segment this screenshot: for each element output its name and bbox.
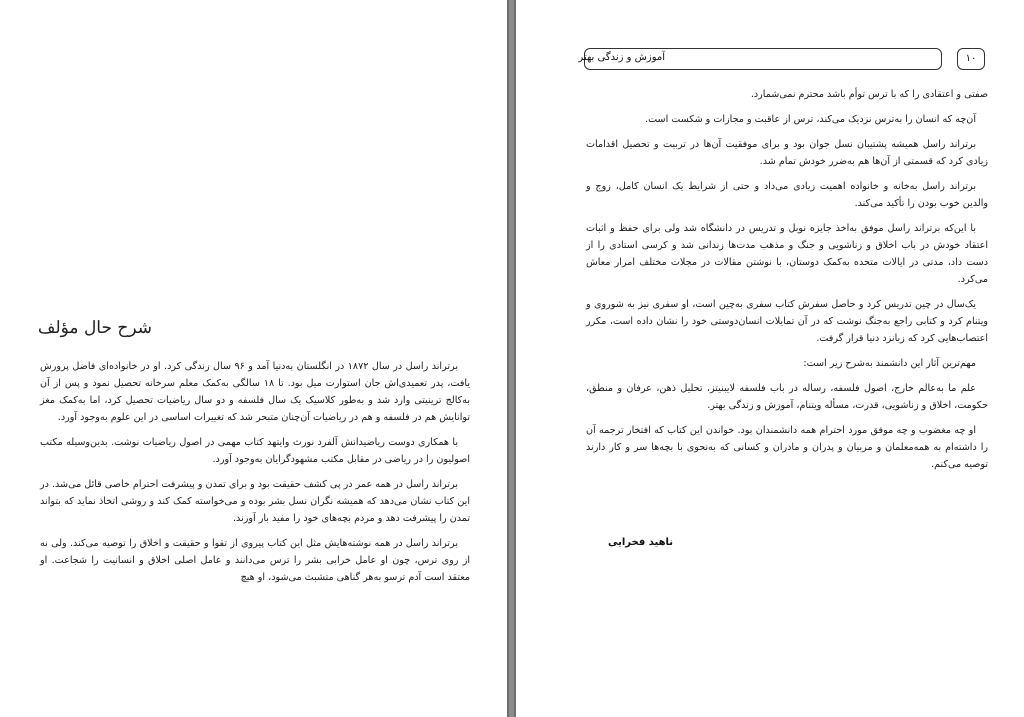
paragraph: او چه مغضوب و چه موفق مورد احترام همه دانشمندان بود. خواندن این کتاب که افتخار ترجمه آن را داشته‌ام به همه‌معلمان و مربیان و پدران و مادران و کسانی که به‌نحوی با بچه‌ها سر و کار دارند توصیه می‌کنم. — [586, 425, 988, 470]
running-header-box — [578, 48, 942, 70]
paragraph: یک‌سال در چین تدریس کرد و حاصل سفرش کتاب سفری به‌چین است، او سفری نیز به شوروی و ویتنام کرد و کتابی راجع به‌جنگ نوشت که در آن تمایلات انسان‌دوستی خود را نشان داده است، مکرر اعتصاب‌هایی کرد که زبانزد دنیا قرار گرفت. — [586, 299, 988, 344]
paragraph: با این‌که برتراند راسل موفق به‌اخذ جایزه نوبل و تدریس در دانشگاه شد ولی برای حفظ و اثبات اعتقاد خودش در باب اخلاق و زناشویی و جنگ و مذهب مدت‌ها زندانی شد و کرسی استادی را از دست داد، مدتی در ایالات متحده به‌کمک دوستان، با نوشتن مقالات در مجلات مختلف امرار معاش می‌کرد. — [586, 223, 988, 285]
left-page-body — [40, 358, 470, 594]
paragraph: برتراند راسل در همه عمر در پی کشف حقیقت بود و برای تمدن و پیشرفت احترام خاصی قائل می‌شد. در این کتاب نشان می‌دهد که همیشه نگران نسل بشر بوده و می‌خواسته کمک کند و روشی اتخاذ نماید که بتواند تمدن را پیشرفت دهد و مردم بچه‌های خود را مفید بار آورند. — [40, 479, 470, 524]
translator-signature: ناهید فخرایی — [608, 537, 674, 548]
paragraph: آن‌چه که انسان را به‌ترس نزدیک می‌کند، ترس از عاقبت و مجازات و شکست است. — [645, 114, 976, 125]
left-page — [0, 0, 507, 717]
right-page-body — [586, 86, 988, 481]
paragraph: صفتی و اعتقادی را که با ترس توأم باشد محترم نمی‌شمارد. — [750, 89, 988, 100]
paragraph: با همکاری دوست ریاضیدانش آلفرد نورث وایتهد کتاب مهمی در اصول ریاضیات نوشت. بدین‌وسیله مکتب اصولیون را در ریاضی در مقابل مکتب مشهودگرایان به‌وجود آورد. — [40, 437, 470, 465]
running-header: آموزش و زندگی بهتر — [578, 52, 665, 63]
page-gutter — [507, 0, 516, 717]
page-heading: شرح حال مؤلف — [37, 318, 152, 338]
paragraph: برتراند راسل در سال ۱۸۷۲ در انگلستان به‌دنیا آمد و ۹۶ سال زندگی کرد. او در خانواده‌ای فاضل پرورش یافت، پدر تعمیدی‌اش جان استوارت میل بود. تا ۱۸ سالگی به‌کمک معلم سرخانه تحصیل نمود و پس از آن به‌کالج ترینیتی وارد شد و به‌طور کلاسیک یک سال فلسفه و دو سال ریاضیات تحصیل کرد، اما به‌کمک مغز توانایش هم در فلسفه و هم در ریاضیات آن‌چنان متبحر شد که تغییرات اساسی در این علوم به‌وجود آورد. — [40, 361, 471, 423]
works-list: علم ما به‌عالم خارج، اصول فلسفه، رساله در باب فلسفه لایبنیتز، تحلیل ذهن، عرفان و منطق، حکومت، اخلاق و زناشویی، قدرت، مسأله ویتنام، آموزش و زندگی بهتر. — [586, 383, 988, 411]
right-page — [516, 0, 1024, 717]
paragraph: برتراند راسل به‌خانه و خانواده اهمیت زیادی می‌داد و حتی از شرایط یک انسان کامل، زوج و والدین خوب بودن را تأکید می‌کند. — [586, 181, 988, 209]
page-number: ۱۰ — [957, 48, 985, 70]
paragraph: مهم‌ترین آثار این دانشمند به‌شرح زیر است: — [803, 358, 976, 369]
paragraph: برتراند راسل در همه نوشته‌هایش مثل این کتاب پیروی از تقوا و حقیقت و اخلاق را توصیه می‌کند. ولی نه از روی ترس، چون او عامل خرابی بشر را ترس می‌دانند و عامل اصلی اخلاق و انسانیت را شجاعت. او معتقد است آدم ترسو به‌هر گناهی متشبث می‌شود، او هیچ — [40, 538, 470, 583]
paragraph: برتراند راسل همیشه پشتیبان نسل جوان بود و برای موفقیت آن‌ها در تربیت و تحصیل اقدامات زیادی کرد که قسمتی از آن‌ها هم به‌ضرر خودش تمام شد. — [586, 139, 988, 167]
